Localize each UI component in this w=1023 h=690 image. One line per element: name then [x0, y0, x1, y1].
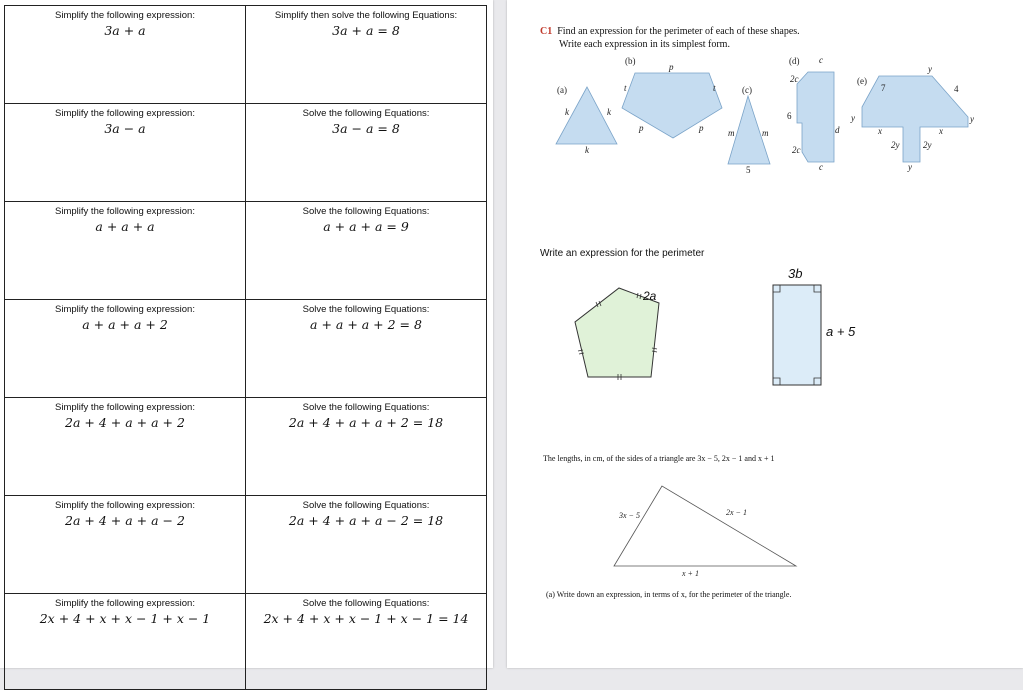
- solve-cell: [246, 202, 487, 300]
- shape-e-polygon: [862, 76, 968, 162]
- equation: 2x + 4 + x + x − 1 + x − 1 = 14: [263, 611, 469, 626]
- simplify-cell: [5, 6, 246, 104]
- shape-b-side-top: p: [669, 62, 674, 72]
- expression: 2x + 4 + x + x − 1 + x − 1: [39, 611, 211, 626]
- pentagon-side-label: 2a: [643, 289, 657, 303]
- simplify-instruction: Simplify the following expression:: [55, 206, 195, 217]
- equation: a + a + a + 2 = 8: [310, 317, 422, 332]
- worksheet-row: [5, 6, 487, 104]
- shape-b-pentagon: [622, 73, 722, 138]
- shape-a-label: (a): [557, 85, 567, 95]
- shape-d-side-bottom: c: [819, 162, 823, 172]
- triangle-question: (a) Write down an expression, in terms of x, for the perimeter of the triangle.: [546, 590, 792, 599]
- worksheet-table: [4, 5, 487, 690]
- shape-b-side-right: t: [713, 83, 716, 93]
- simplify-instruction: Simplify the following expression:: [55, 108, 195, 119]
- triangle-side-bottom: x + 1: [682, 569, 699, 578]
- shape-a-side-2: k: [607, 107, 611, 117]
- perimeter-heading: Write an expression for the perimeter: [540, 248, 705, 259]
- simplify-instruction: Simplify the following expression:: [55, 10, 195, 21]
- solve-instruction: Simplify then solve the following Equations:: [274, 10, 458, 21]
- simplify-cell: [5, 104, 246, 202]
- expression: a + a + a: [95, 219, 155, 234]
- shape-e-side-2y-right: 2y: [923, 140, 932, 150]
- simplify-cell: [5, 496, 246, 594]
- triangle-side-right: 2x − 1: [726, 508, 747, 517]
- shape-d-polygon: [797, 72, 834, 162]
- shape-d-side-top: c: [819, 55, 823, 65]
- worksheet-row: [5, 300, 487, 398]
- shape-b-side-bottom-left: p: [639, 123, 644, 133]
- simplify-cell: [5, 202, 246, 300]
- shape-d-side-d: d: [835, 125, 840, 135]
- solve-instruction: Solve the following Equations:: [302, 304, 430, 315]
- solve-cell: [246, 594, 487, 690]
- simplify-cell: [5, 300, 246, 398]
- equation: a + a + a = 9: [323, 219, 409, 234]
- solve-cell: [246, 398, 487, 496]
- equation: 3a + a = 8: [332, 23, 400, 38]
- solve-instruction: Solve the following Equations:: [302, 500, 430, 511]
- simplify-instruction: Simplify the following expression:: [55, 402, 195, 413]
- rectangle-3b: [773, 285, 821, 385]
- expression: a + a + a + 2: [82, 317, 168, 332]
- c1-number: C1: [540, 26, 553, 37]
- triangle-intro: The lengths, in cm, of the sides of a triangle are 3x − 5, 2x − 1 and x + 1: [543, 454, 775, 463]
- solve-instruction: Solve the following Equations:: [302, 108, 430, 119]
- solve-cell: [246, 496, 487, 594]
- worksheet-row: [5, 398, 487, 496]
- c1-instruction-2: Write each expression in its simplest form.: [559, 39, 730, 50]
- solve-cell: [246, 300, 487, 398]
- shape-e-side-top: y: [928, 64, 932, 74]
- shape-d-label: (d): [789, 56, 800, 66]
- shape-e-side-left: y: [851, 113, 855, 123]
- equation: 3a − a = 8: [332, 121, 400, 136]
- shape-e-side-4: 4: [954, 84, 959, 94]
- rectangle-side-label: a + 5: [826, 324, 856, 339]
- solve-cell: [246, 104, 487, 202]
- worksheet-row: [5, 104, 487, 202]
- shape-c-side-3: 5: [746, 165, 751, 175]
- shape-c-side-2: m: [762, 128, 769, 138]
- shape-e-label: (e): [857, 76, 867, 86]
- worksheet-row: [5, 594, 487, 690]
- shape-d-side-2c-bottom: 2c: [792, 145, 801, 155]
- simplify-cell: [5, 594, 246, 690]
- shape-c-label: (c): [742, 85, 752, 95]
- expression: 3a + a: [104, 23, 146, 38]
- solve-cell: [246, 6, 487, 104]
- shape-e-side-x-right: x: [939, 126, 943, 136]
- shapes-drawing: [507, 0, 1023, 668]
- shape-e-side-2y-left: 2y: [891, 140, 900, 150]
- worksheet-row: [5, 202, 487, 300]
- shape-e-side-7: 7: [881, 83, 886, 93]
- expression: 3a − a: [104, 121, 146, 136]
- equation: 2a + 4 + a + a + 2 = 18: [288, 415, 444, 430]
- c1-instruction-1: Find an expression for the perimeter of each of these shapes.: [557, 26, 800, 37]
- triangle-algebraic: [614, 486, 796, 566]
- shape-a-side-1: k: [565, 107, 569, 117]
- simplify-instruction: Simplify the following expression:: [55, 304, 195, 315]
- simplify-instruction: Simplify the following expression:: [55, 500, 195, 511]
- worksheet-page: [0, 0, 493, 668]
- worksheet-row: [5, 496, 487, 594]
- shape-e-side-right: y: [970, 114, 974, 124]
- shape-d-side-2c-top: 2c: [790, 74, 799, 84]
- shapes-page: [507, 0, 1023, 668]
- simplify-instruction: Simplify the following expression:: [55, 598, 195, 609]
- simplify-cell: [5, 398, 246, 496]
- triangle-side-left: 3x − 5: [619, 511, 640, 520]
- shape-b-side-bottom-right: p: [699, 123, 704, 133]
- rectangle-top-label: 3b: [788, 266, 803, 281]
- expression: 2a + 4 + a + a − 2: [65, 513, 185, 528]
- shape-c-side-1: m: [728, 128, 735, 138]
- solve-instruction: Solve the following Equations:: [302, 206, 430, 217]
- solve-instruction: Solve the following Equations:: [302, 598, 430, 609]
- shape-b-side-left: t: [624, 83, 627, 93]
- shape-b-label: (b): [625, 56, 636, 66]
- shape-e-side-x-left: x: [878, 126, 882, 136]
- solve-instruction: Solve the following Equations:: [302, 402, 430, 413]
- shape-d-side-6: 6: [787, 111, 792, 121]
- equation: 2a + 4 + a + a − 2 = 18: [288, 513, 444, 528]
- expression: 2a + 4 + a + a + 2: [65, 415, 185, 430]
- shape-a-side-3: k: [585, 145, 589, 155]
- shape-e-side-bottom: y: [908, 162, 912, 172]
